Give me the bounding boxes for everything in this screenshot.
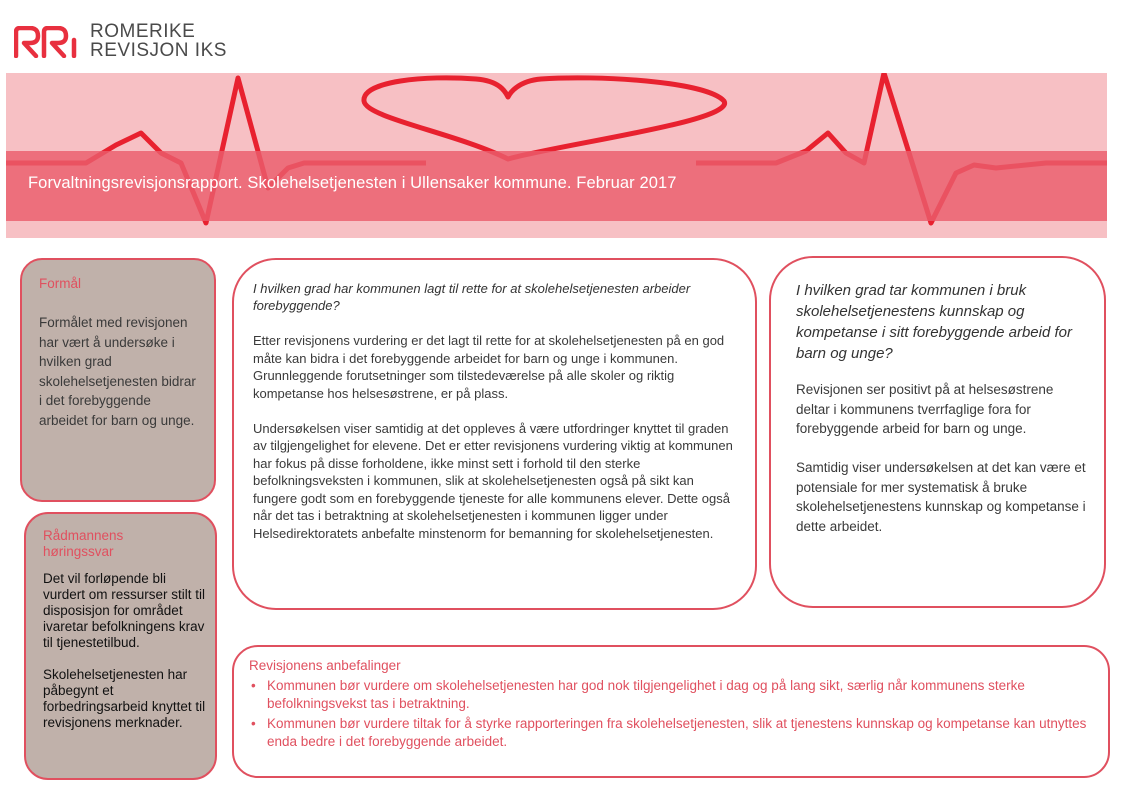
hearing-response-heading: Rådmannens høringssvar [43,528,124,559]
purpose-text: Formålet med revisjonen har vært å undersøke i hvilken grad skolehelsetjenesten bidrar i det forebyggende arbeidet for barn og unge. [39,315,196,428]
facilitation-paragraph: Etter revisjonens vurdering er det lagt til rette for at skolehelsetjenesten på en god måte kan bidra i det forebyggende arbeidet for barn og unge i kommunen. Grunnleggende forutsetninger som tilstedeværelse på alle skoler og riktig kompetanse hos helsesøstrene, er på plass. [253,333,725,401]
header-banner [6,73,1107,238]
facilitation-question-box [232,258,757,610]
hearing-response-text [43,571,208,747]
purpose-heading: Formål [39,276,82,291]
recommendation-item [249,677,1099,713]
logo-text-line2: REVISJON IKS [90,40,227,61]
bullet-icon: • [251,716,256,731]
facilitation-question: I hvilken grad har kommunen lagt til rette for at skolehelsetjenesten arbeider forebyggende? [253,281,691,313]
recommendation-text: Kommunen bør vurdere tiltak for å styrke rapporteringen fra skolehelsetjenesten, slik at tjenestens kunnskap og kompetanse kan utnyttes enda bedre i det forebyggende arbeidet. [267,716,1087,749]
rr-logo-icon [14,26,84,58]
competence-question: I hvilken grad tar kommunen i bruk skolehelsetjenestens kunnskap og kompetanse i sitt forebyggende arbeid for barn og unge? [796,282,1072,362]
purpose-box [20,258,216,502]
competence-paragraph: Samtidig viser undersøkelsen at det kan være et potensiale for mer systematisk å bruke skolehelsetjenestens kunnskap og kompetanse i dette arbeidet. [796,460,1086,534]
hearing-paragraph: Det vil forløpende bli vurdert om ressurser stilt til disposisjon for området ivaretar befolkningens krav til tjenestetilbud. [43,571,206,650]
facilitation-answer [253,332,733,560]
recommendations-heading: Revisjonens anbefalinger [249,658,401,673]
bullet-icon: • [251,678,256,693]
competence-question-box [769,256,1106,608]
recommendation-text: Kommunen bør vurdere om skolehelsetjenesten har god nok tilgjengelighet i dag og på lang sikt, særlig når kommunens sterke befolkningsvekst tas i betraktning. [267,678,1025,711]
report-title: Forvaltningsrevisjonsrapport. Skolehelsetjenesten i Ullensaker kommune. Februar 2017 [28,174,677,192]
logo-text-line1: ROMERIKE [90,21,196,42]
recommendation-item [249,715,1099,751]
facilitation-paragraph: Undersøkelsen viser samtidig at det oppleves å være utfordringer knyttet til graden av tilgjengelighet for elevene. Det er etter revisjonens vurdering viktig at kommunen har fokus på disse forholdene, ikke minst sett i forhold til den sterke befolkningsveksten i kommunen, slik at skolehelsetjenesten også på sikt kan fungere godt som en forebyggende tjeneste for alle kommunens elever. Dette også når det tas i betraktning at skolehelsetjenesten i kommunen ligger under Helsedirektoratets anbefalte minstenorm for bemanning for skolehelsetjenesten. [253,420,733,541]
hearing-paragraph: Skolehelsetjenesten har påbegynt et forbedringsarbeid knyttet til revisjonens merknader. [43,667,206,730]
company-logo [14,21,227,62]
recommendations-box [232,645,1110,778]
hearing-response-box [24,512,217,780]
competence-paragraph: Revisjonen ser positivt på at helsesøstrene deltar i kommunens tverrfaglige fora for forebyggende arbeid for barn og unge. [796,382,1054,436]
heart-outline [364,78,725,159]
recommendations-list [249,677,1099,753]
competence-answer [796,380,1086,556]
